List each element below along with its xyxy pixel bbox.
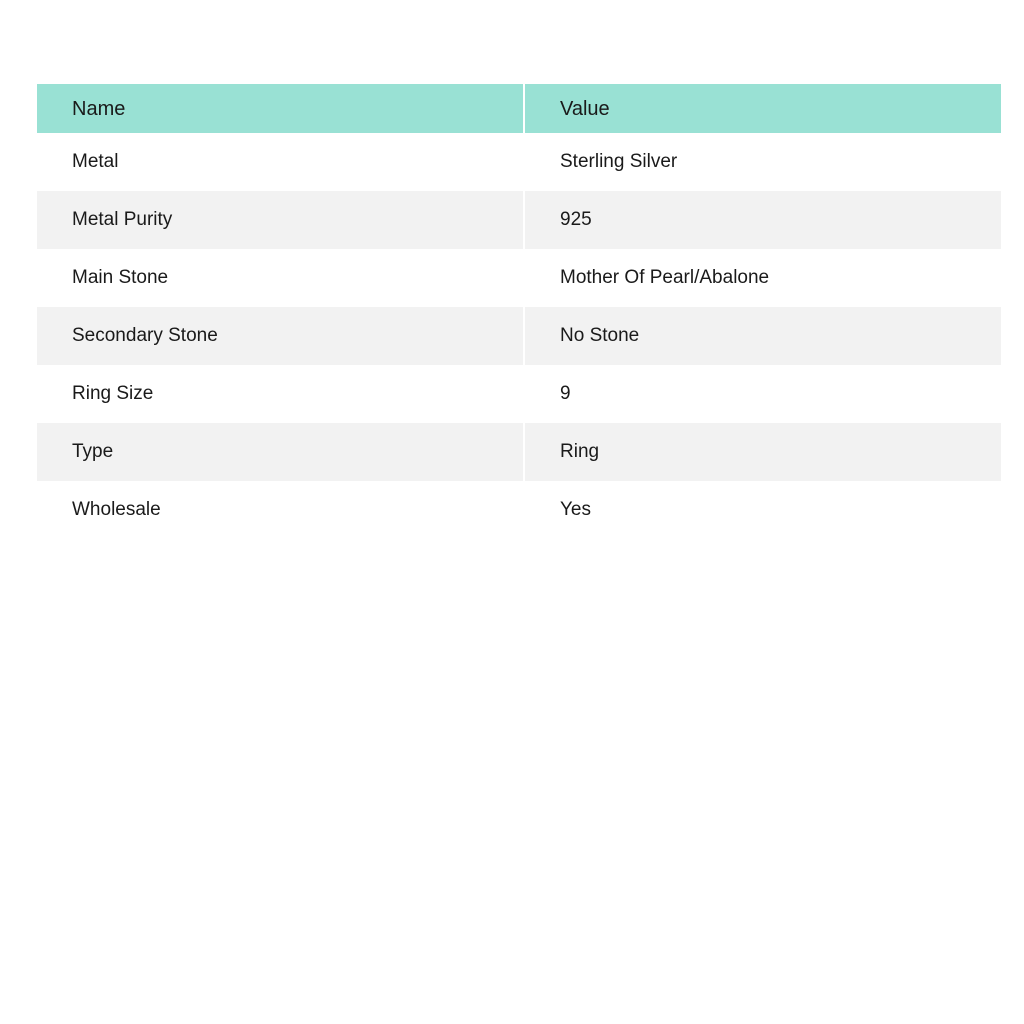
attribute-value-cell: Mother Of Pearl/Abalone	[560, 266, 770, 288]
table-row	[37, 481, 1001, 539]
table-row	[37, 423, 1001, 481]
attribute-name-cell: Type	[37, 423, 523, 481]
table-row	[37, 249, 1001, 307]
attribute-value-cell: 9	[560, 382, 571, 404]
attribute-name-cell: Wholesale	[72, 498, 161, 520]
attribute-value-cell: Ring	[525, 423, 1001, 481]
table-row	[37, 365, 1001, 423]
attribute-name-cell: Secondary Stone	[37, 307, 523, 365]
attribute-name-cell: Metal Purity	[37, 191, 523, 249]
attribute-value-cell: No Stone	[525, 307, 1001, 365]
attribute-name-cell: Ring Size	[72, 382, 154, 404]
attribute-value-cell: Yes	[560, 498, 591, 520]
attribute-value-cell: 925	[525, 191, 1001, 249]
attribute-name-cell: Main Stone	[72, 266, 169, 288]
table-row	[37, 133, 1001, 191]
column-header-value: Value	[525, 84, 1001, 133]
attribute-value-cell: Sterling Silver	[560, 150, 678, 172]
attributes-table	[37, 84, 1001, 539]
table-header-row	[37, 84, 1001, 133]
attribute-name-cell: Metal	[72, 150, 119, 172]
table-row	[37, 191, 1001, 249]
table-row	[37, 307, 1001, 365]
column-header-name: Name	[37, 84, 523, 133]
table-body	[37, 133, 1001, 539]
